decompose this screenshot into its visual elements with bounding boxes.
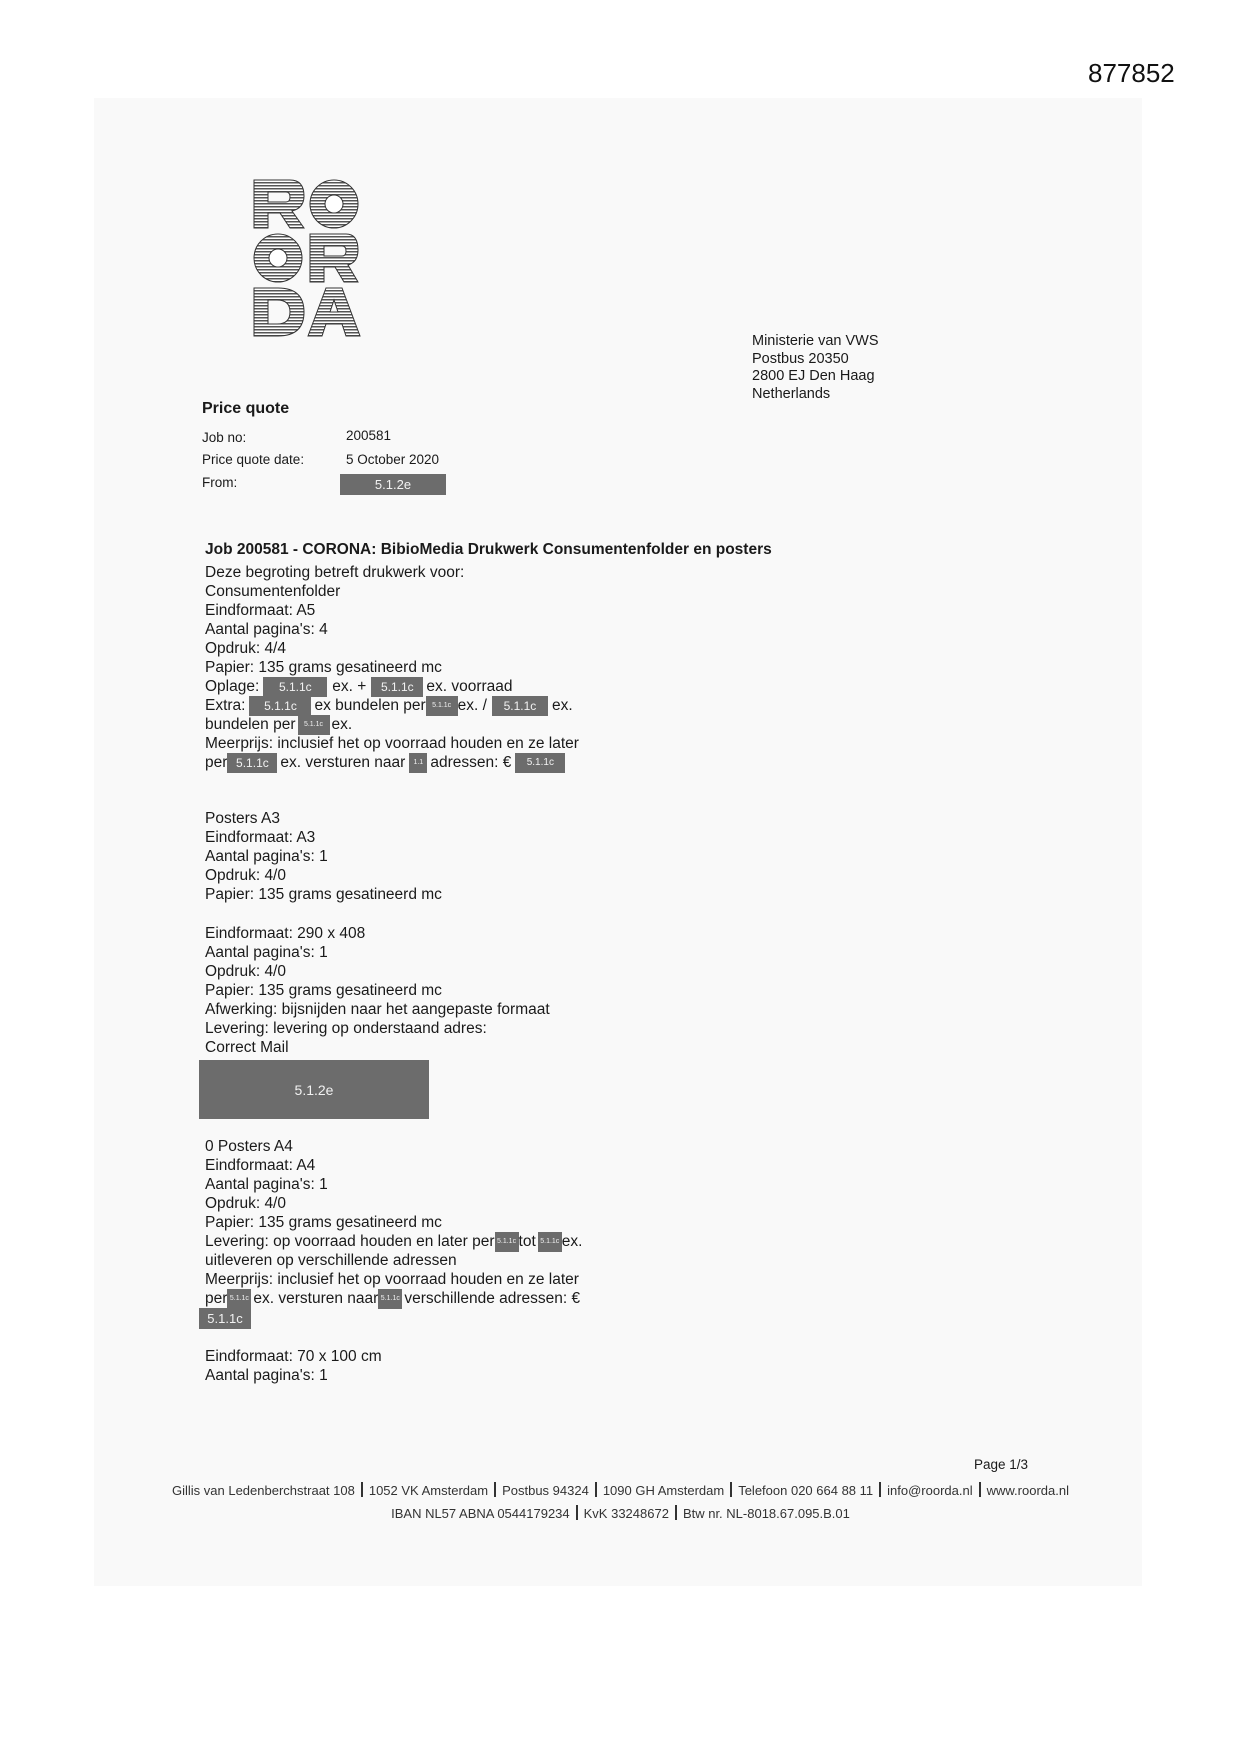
- redaction-block: 1.1: [409, 753, 427, 773]
- per-text: per: [205, 1290, 228, 1307]
- footer-email[interactable]: info@roorda.nl: [887, 1483, 973, 1498]
- redaction-block: 5.1.1c: [227, 1289, 251, 1309]
- redaction-block: 5.1.1c: [263, 677, 327, 697]
- section-custom-format: [205, 924, 550, 1057]
- text-line: uitleveren op verschillende adressen: [205, 1252, 457, 1269]
- redaction-block: 5.1.2e: [340, 474, 446, 495]
- footer-item: Gillis van Ledenberchstraat 108: [172, 1483, 355, 1498]
- levering-text: ex.: [561, 1233, 583, 1250]
- per-text: verschillende adressen: €: [404, 1290, 581, 1307]
- job-title: Job 200581 - CORONA: BibioMedia Drukwerk Consumentenfolder en posters: [205, 541, 772, 558]
- redaction-block: 5.1.1c: [371, 677, 423, 697]
- address-line: Postbus 20350: [752, 350, 849, 367]
- oplage-text: ex. voorraad: [426, 678, 513, 695]
- oplage-text: ex. +: [332, 678, 367, 695]
- redaction-block: 5.1.1c: [495, 1232, 519, 1252]
- price-quote-title: Price quote: [202, 400, 290, 417]
- footer-item: Telefoon 020 664 88 11: [738, 1483, 874, 1498]
- section-consumentenfolder: [205, 563, 579, 772]
- levering-text: tot: [518, 1233, 536, 1250]
- oplage-line: [205, 677, 579, 696]
- redaction-block: 5.1.1c: [199, 1308, 251, 1329]
- footer-item: 1052 VK Amsterdam: [368, 1483, 489, 1498]
- footer-website[interactable]: www.roorda.nl: [986, 1483, 1069, 1498]
- footer-separator: [361, 1482, 363, 1497]
- footer-item: KvK 33248672: [583, 1506, 669, 1521]
- address-line: Netherlands: [752, 385, 831, 402]
- per-text: adressen: €: [430, 754, 512, 771]
- footer-item: 1090 GH Amsterdam: [602, 1483, 725, 1498]
- per-line: [205, 753, 579, 772]
- address-line: Ministerie van VWS: [752, 333, 879, 349]
- extra-text: ex bundelen per: [314, 697, 426, 714]
- footer-separator: [675, 1505, 677, 1520]
- text-line: Aantal pagina's: 1: [205, 944, 328, 961]
- text-line: Papier: 135 grams gesatineerd mc: [205, 886, 442, 903]
- per-line: [205, 1289, 582, 1308]
- redaction-block: 5.1.1c: [249, 696, 311, 716]
- text-line: Eindformaat: A4: [205, 1157, 316, 1174]
- text-line: Levering: levering op onderstaand adres:: [205, 1020, 487, 1037]
- text-line: Posters A3: [205, 810, 280, 827]
- text-line: Correct Mail: [205, 1039, 289, 1056]
- quote-date-label: Price quote date:: [202, 452, 305, 467]
- bundelen-line: [205, 715, 579, 734]
- text-line: Eindformaat: A5: [205, 602, 316, 619]
- text-line: Meerprijs: inclusief het op voorraad houden en ze later: [205, 735, 579, 752]
- footer-registration-line: [0, 1505, 1241, 1521]
- footer-separator: [576, 1505, 578, 1520]
- quote-date-value: 5 October 2020: [346, 452, 440, 467]
- text-line: Aantal pagina's: 1: [205, 1176, 328, 1193]
- text-line: Papier: 135 grams gesatineerd mc: [205, 982, 442, 999]
- text-line: Eindformaat: 290 x 408: [205, 925, 366, 942]
- redaction-block: 5.1.1c: [538, 1232, 562, 1252]
- redaction-block: 5.1.1c: [426, 696, 458, 716]
- text-line: Opdruk: 4/4: [205, 640, 286, 657]
- text-line: Eindformaat: 70 x 100 cm: [205, 1348, 382, 1365]
- footer-separator: [494, 1482, 496, 1497]
- extra-text: ex.: [551, 697, 573, 714]
- footer-item: IBAN NL57 ABNA 0544179234: [391, 1506, 570, 1521]
- redaction-block: 5.1.1c: [492, 696, 548, 716]
- levering-line: [205, 1232, 582, 1251]
- job-no-value: 200581: [346, 428, 392, 443]
- roorda-logo: [250, 176, 362, 341]
- bundelen-text: bundelen per: [205, 716, 296, 733]
- text-line: Eindformaat: A3: [205, 829, 316, 846]
- text-line: Deze begroting betreft drukwerk voor:: [205, 564, 465, 581]
- text-line: Papier: 135 grams gesatineerd mc: [205, 659, 442, 676]
- footer-separator: [595, 1482, 597, 1497]
- redaction-block: 5.1.1c: [227, 753, 277, 773]
- section-posters-a4: [205, 1137, 582, 1308]
- text-line: Opdruk: 4/0: [205, 1195, 286, 1212]
- bundelen-text: ex.: [331, 716, 353, 733]
- extra-text: ex. /: [457, 697, 487, 714]
- extra-line: [205, 696, 579, 715]
- section-posters-a3: [205, 809, 442, 904]
- per-text: ex. versturen naar: [280, 754, 406, 771]
- redaction-block: 5.1.1c: [515, 753, 565, 773]
- address-line: 2800 EJ Den Haag: [752, 368, 875, 384]
- footer-separator: [879, 1482, 881, 1497]
- text-line: Meerprijs: inclusief het op voorraad houden en ze later: [205, 1271, 579, 1288]
- levering-text: Levering: op voorraad houden en later per: [205, 1233, 495, 1250]
- section-70x100: [205, 1347, 382, 1385]
- page-number: Page 1/3: [974, 1457, 1029, 1472]
- job-no-label: Job no:: [202, 430, 247, 445]
- footer-address-line: [0, 1482, 1241, 1498]
- footer-item: Btw nr. NL-8018.67.095.B.01: [682, 1506, 850, 1521]
- footer-separator: [979, 1482, 981, 1497]
- footer-item: Postbus 94324: [502, 1483, 589, 1498]
- text-line: Consumentenfolder: [205, 583, 341, 600]
- redaction-block: 5.1.1c: [298, 715, 330, 735]
- redaction-block: 5.1.1c: [378, 1289, 402, 1309]
- recipient-address: [752, 333, 879, 403]
- oplage-label: Oplage:: [205, 678, 260, 695]
- document-number: 877852: [1088, 58, 1175, 88]
- per-text: per: [205, 754, 228, 771]
- text-line: Afwerking: bijsnijden naar het aangepaste formaat: [205, 1001, 550, 1018]
- text-line: Aantal pagina's: 1: [205, 1367, 328, 1384]
- text-line: Opdruk: 4/0: [205, 867, 286, 884]
- extra-label: Extra:: [205, 697, 246, 714]
- text-line: Aantal pagina's: 1: [205, 848, 328, 865]
- footer-separator: [730, 1482, 732, 1497]
- from-label: From:: [202, 475, 238, 490]
- text-line: Opdruk: 4/0: [205, 963, 286, 980]
- address-redaction-block: 5.1.2e: [199, 1060, 429, 1119]
- text-line: 0 Posters A4: [205, 1138, 293, 1155]
- text-line: Papier: 135 grams gesatineerd mc: [205, 1214, 442, 1231]
- text-line: Aantal pagina's: 4: [205, 621, 328, 638]
- per-text: ex. versturen naar: [253, 1290, 379, 1307]
